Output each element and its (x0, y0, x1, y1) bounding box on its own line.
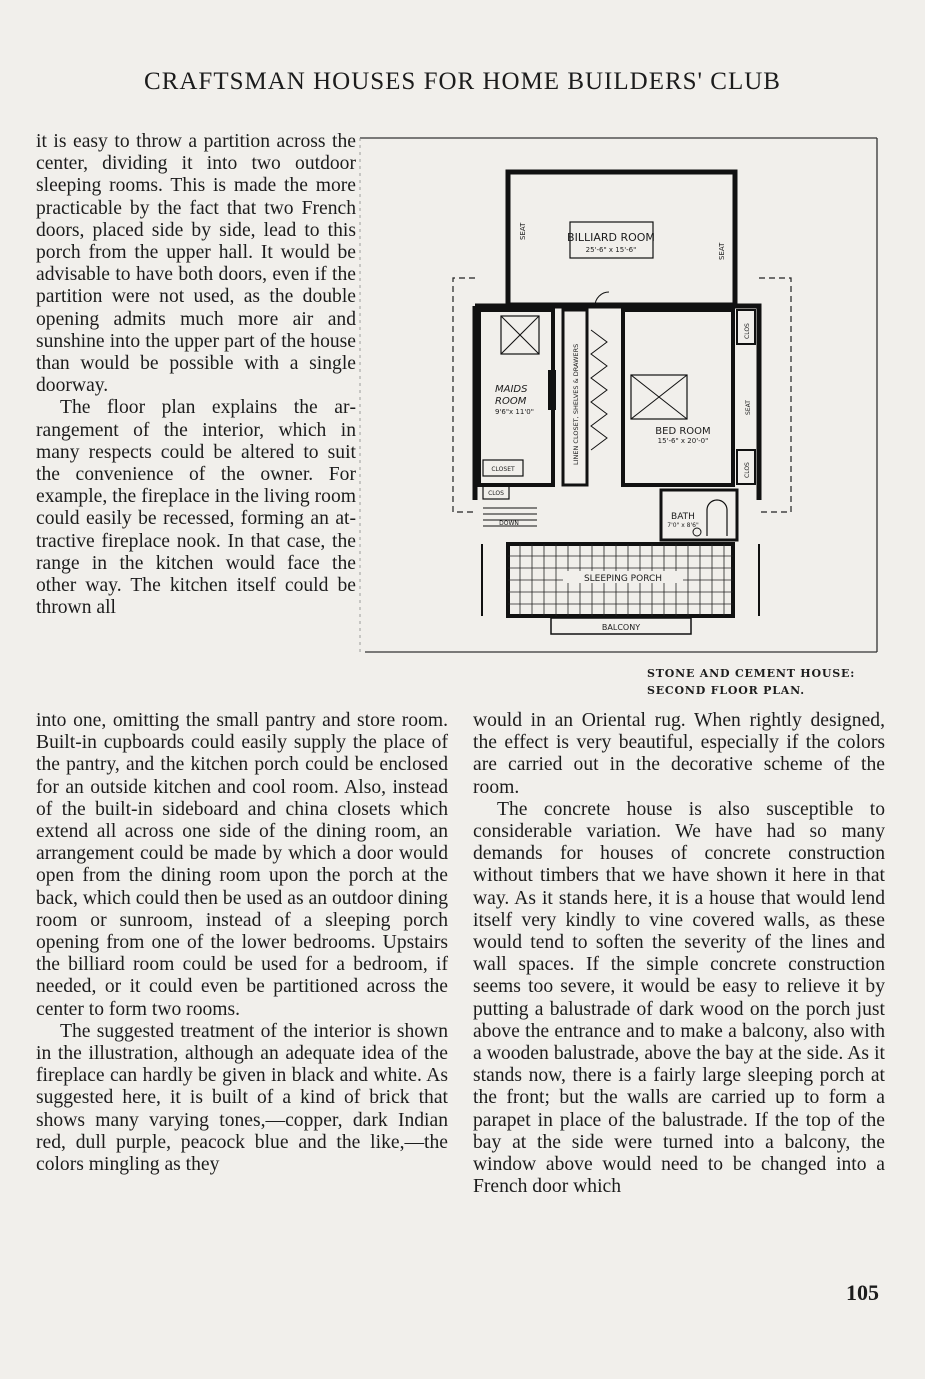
bath-label: BATH (671, 512, 695, 522)
bed-room-walls (623, 310, 733, 485)
caption-line: STONE AND CEMENT HOUSE: (647, 667, 856, 680)
bathtub (707, 500, 727, 536)
figure-caption (647, 665, 887, 699)
clos-label: CLOS (744, 462, 751, 478)
down-label: DOWN (499, 520, 519, 527)
linen-closet-label: LINEN CLOSET, SHELVES & DRAWERS (572, 343, 580, 465)
toilet (693, 528, 701, 536)
chimney (548, 370, 556, 410)
side-bay-right (759, 278, 791, 512)
hall-rail (591, 330, 607, 450)
seat-label: SEAT (718, 242, 726, 260)
balcony-label: BALCONY (601, 623, 641, 632)
paragraph: would in an Oriental rug. When rightly designed, the effect is very beautiful, especially if the colors are carried out in the decorative scheme of the room. (473, 710, 885, 798)
clos-label: CLOS (488, 490, 504, 497)
left-column-bottom (36, 710, 448, 1176)
seat-label: SEAT (519, 222, 527, 240)
maids-room-label: MAIDS (495, 384, 528, 395)
bed-room-label: BED ROOM (655, 426, 711, 437)
caption-line: SECOND FLOOR PLAN. (647, 684, 805, 697)
paragraph: into one, omitting the small pantry and store room. Built-in cupboards could easily supply the place of the pantry, and the kitchen porch could be enclosed for an outside kitchen and cool room. Also, instead of the built-in sideboard and china closets which extend all across one side of the dining room, an arrangement could be made by which a door would open from the dining room upon the porch at the back, which could then be used as an outdoor dining room or sunroom, instead of a sleeping porch opening from one of the lower bedrooms. Upstairs the billiard room could be used for a bedroom, if needed, or it could even be partitioned across the center to form two rooms. (36, 710, 448, 1020)
bed-room-dimension: 15'-6" x 20'-0" (657, 437, 709, 445)
billiard-room-dimension: 25'-6" x 15'-6" (585, 246, 637, 254)
page-header: CRAFTSMAN HOUSES FOR HOME BUILDERS' CLUB (144, 68, 781, 95)
page-number: 105 (846, 1280, 879, 1305)
paragraph: The concrete house is also susceptible to considerable variation. We have had so many demands for houses of concrete construction without timbers that we have shown it here in that way. As it stands here, it is a house that would lend itself very kindly to vine covered walls, as these would tend to soften the severity of the lines and wall spaces. If the simple concrete construction seems too severe, it would be easy to relieve it by putting a balustrade of dark wood on the porch just above the entrance and to make a balcony, also with a wooden balustrade, above the bay at the side. As it stands now, there is a fairly large sleeping porch at the front; but the walls are carried up to form a parapet in place of the balustrade. If the top of the bay at the side were turned into a balcony, the window above would need to be changed into a French door which (473, 798, 885, 1198)
right-column (473, 710, 885, 1198)
maids-room-label: ROOM (495, 396, 527, 407)
bath-dimension: 7'0" x 8'6" (667, 522, 699, 529)
seat-label: SEAT (745, 400, 752, 415)
sleeping-porch-label: SLEEPING PORCH (583, 574, 663, 584)
left-column-top (36, 131, 356, 619)
side-bay-left (453, 278, 475, 512)
second-floor-plan (355, 130, 885, 658)
maids-room-dimension: 9'6"x 11'0" (495, 408, 534, 416)
paragraph: The suggested treatment of the interior is shown in the illustration, although an adequate idea of the fireplace can hardly be given in black and white. As suggested here, it is built of a kind of brick that shows many varying tones,—copper, dark Indian red, dull purple, peacock blue and the like,—the colors mingling as they (36, 1020, 448, 1176)
closet-label: CLOSET (491, 466, 515, 473)
clos-label: CLOS (744, 323, 751, 339)
paragraph: it is easy to throw a partition across the center, dividing it into two outdoor sleeping rooms. This is made the more practicable by the fact that two French doors, placed side by side, lead to this porch from the upper hall. It would be advisable to have both doors, even if the partition were not used, as the double opening admits much more air and sunshine into the upper part of the house than would be possible with a single doorway. (36, 131, 356, 397)
paragraph: The floor plan explains the arrangement of the interior, which in many respects could be altered to suit the convenience of the owner. For example, the fireplace in the living room could easily be recessed, forming an attractive fireplace nook. In that case, the range in the kitchen would face the other way. The kitchen itself could be thrown all (36, 397, 356, 619)
billiard-room-label: BILLIARD ROOM (567, 231, 655, 244)
